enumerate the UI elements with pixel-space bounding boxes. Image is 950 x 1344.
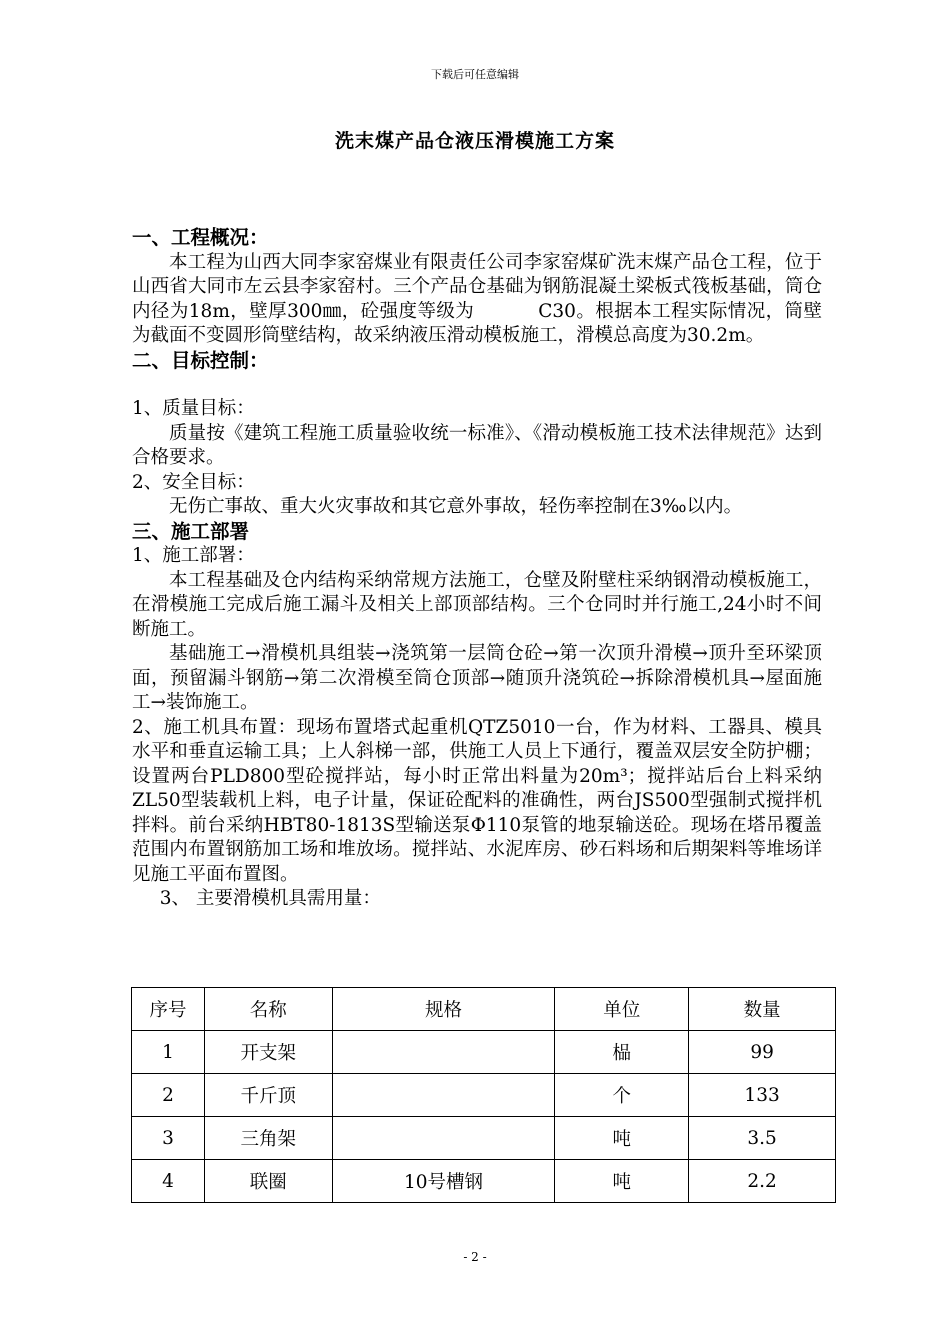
table-cell: 2 <box>132 1074 205 1117</box>
section-heading-deployment: 三、施工部署 <box>132 519 250 543</box>
equipment-layout-paragraph: 2、施工机具布置：现场布置塔式起重机QTZ5010一台，作为材料、工器具、模具水平和垂直运输工具；上人斜梯一部，供施工人员上下通行，覆盖双层安全防护棚；设置两台PLD800型砼搅拌站，每小时正常出料量为20m³；搅拌站后台上料采纳ZL50型装载机上料，电子计量，保证砼配料的准确性，两台JS500型强制式搅拌机拌料。前台采纳HBT80-1813S型输送泵Φ110泵管的地泵输送砼。现场在塔吊覆盖范围内布置钢筋加工场和堆放场。搅拌站、水泥库房、砂石料场和后期架料等堆场详见施工平面布置图。 <box>132 716 823 885</box>
safety-target-text: 无伤亡事故、重大火灾事故和其它意外事故，轻伤率控制在3‰以内。 <box>169 496 743 517</box>
table-cell: 10号槽钢 <box>332 1160 555 1203</box>
table-cell <box>332 1031 555 1074</box>
table-cell: 4 <box>132 1160 205 1203</box>
table-header-cell: 序号 <box>132 988 205 1031</box>
equipment-table <box>131 987 836 1203</box>
table-row <box>132 1160 836 1203</box>
table-cell: 开支架 <box>204 1031 332 1074</box>
table-header-cell: 名称 <box>204 988 332 1031</box>
deployment-sub-label: 1、施工部署： <box>132 545 255 566</box>
table-cell: 2.2 <box>689 1160 836 1203</box>
table-header-cell: 数量 <box>689 988 836 1031</box>
safety-target-label: 2、安全目标： <box>132 471 255 493</box>
section-heading-targets: 二、目标控制： <box>132 348 269 372</box>
quality-target-text: 质量按《建筑工程施工质量验收统一标准》、《滑动模板施工技术法律规范》达到合格要求。 <box>132 422 822 468</box>
document-title: 洗末煤产品仓液压滑模施工方案 <box>334 130 615 152</box>
quality-target-label: 1、质量目标： <box>132 398 255 419</box>
table-row <box>132 1117 836 1160</box>
table-cell: 3 <box>132 1117 205 1160</box>
table-cell: 联圈 <box>204 1160 332 1203</box>
table-cell: 千斤顶 <box>204 1074 332 1117</box>
table-header-cell: 单位 <box>555 988 689 1031</box>
document-body <box>132 202 822 912</box>
table-cell: 1 <box>132 1031 205 1074</box>
process-flow-paragraph: 基础施工→滑模机具组装→浇筑第一层筒仓砼→第一次顶升滑模→顶升至环梁顶面，预留漏斗钢筋→第二次滑模至筒仓顶部→随顶升浇筑砼→拆除滑模机具→屋面施工→装饰施工。 <box>132 643 822 713</box>
table-row <box>132 1031 836 1074</box>
table-row <box>132 1074 836 1117</box>
page-header: 下载后可任意编辑 <box>431 68 519 81</box>
deployment-paragraph: 本工程基础及仓内结构采纳常规方法施工，仓壁及附壁柱采纳钢滑动模板施工，在滑模施工完成后施工漏斗及相关上部顶部结构。三个仓同时并行施工,24小时不间断施工。 <box>132 569 822 640</box>
table-cell: 3.5 <box>689 1117 836 1160</box>
overview-paragraph: 本工程为山西大同李家窑煤业有限责任公司李家窑煤矿洗末煤产品仓工程，位于山西省大同市左云县李家窑村。三个产品仓基础为钢筋混凝土梁板式筏板基础，筒仓内径为18m，壁厚300㎜，砼强度等级为 C30。根据本工程实际情况，筒壁为截面不变圆形筒壁结构，故采纳液压滑动模板施工，滑模总高度为30.2m。 <box>132 251 822 346</box>
table-cell: 99 <box>689 1031 836 1074</box>
table-header-cell: 规格 <box>332 988 555 1031</box>
table-cell: 三角架 <box>204 1117 332 1160</box>
page-number: - 2 - <box>463 1250 487 1264</box>
table-cell: 榀 <box>555 1031 689 1074</box>
table-cell <box>332 1117 555 1160</box>
section-heading-overview: 一、工程概况： <box>132 226 269 249</box>
table-cell: 133 <box>689 1074 836 1117</box>
table-cell: 吨 <box>555 1117 689 1160</box>
equipment-table-caption: 3、 主要滑模机具需用量： <box>159 888 381 909</box>
table-cell: 个 <box>555 1074 689 1117</box>
table-header-row <box>132 988 836 1031</box>
table-cell <box>332 1074 555 1117</box>
table-cell: 吨 <box>555 1160 689 1203</box>
